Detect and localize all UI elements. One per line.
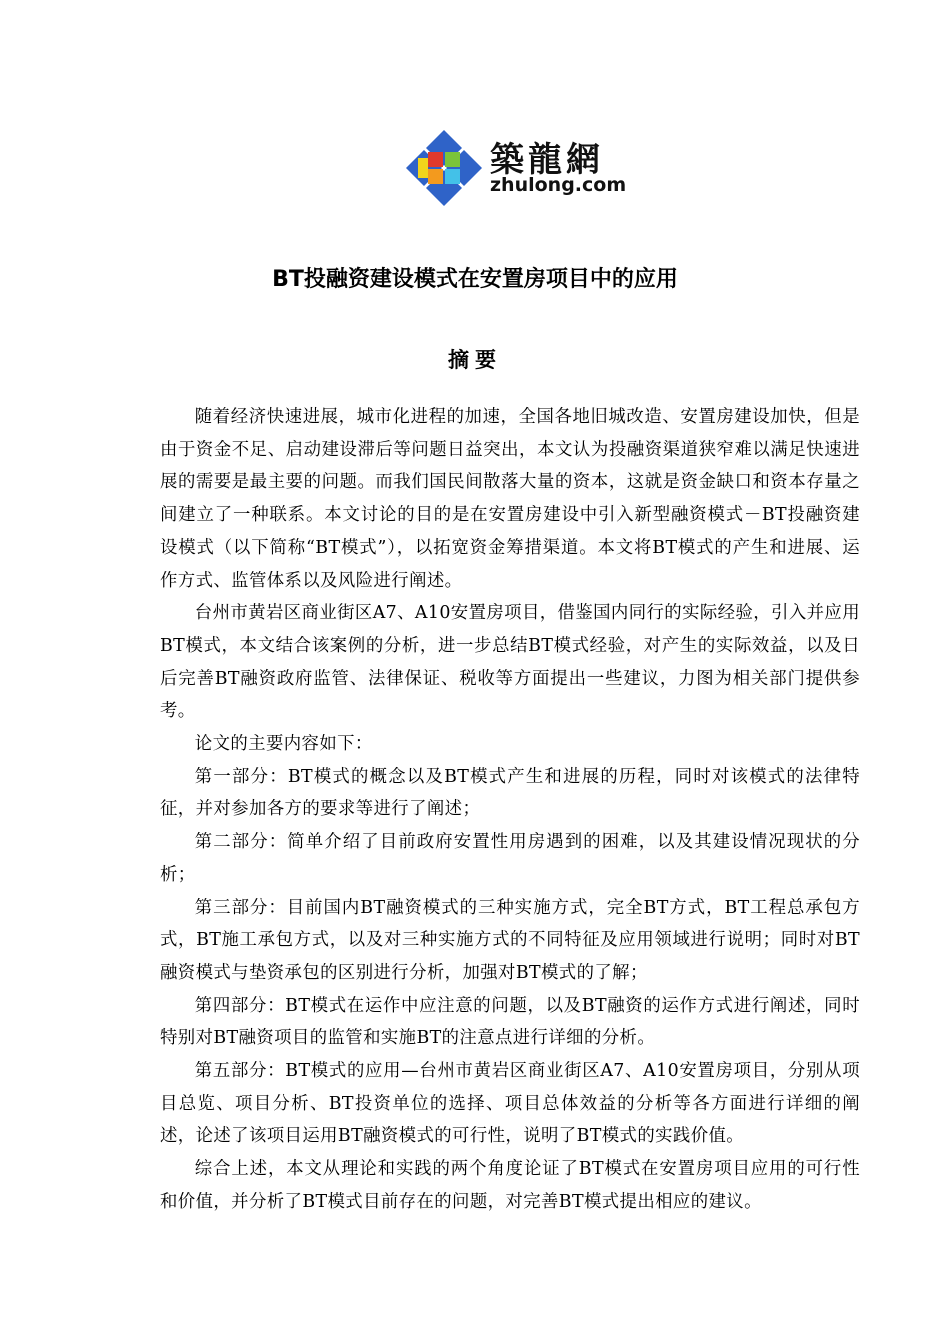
paragraph-8: 第五部分：BT模式的应用—台州市黄岩区商业街区A7、A10安置房项目，分别从项目总览、项目分析、BT投资单位的选择、项目总体效益的分析等各方面进行详细的阐述，论述了该项目运用BT融资模式的可行性，说明了BT模式的实践价值。 [160, 1061, 860, 1147]
abstract-body [160, 401, 860, 1219]
document-title: BT投融资建设模式在安置房项目中的应用 [272, 267, 678, 292]
paragraph-9: 综合上述，本文从理论和实践的两个角度论证了BT模式在安置房项目应用的可行性和价值，并分析了BT模式目前存在的问题，对完善BT模式提出相应的建议。 [160, 1159, 860, 1212]
paragraph-3: 论文的主要内容如下： [194, 734, 373, 755]
paragraph-1: 随着经济快速进展，城市化进程的加速，全国各地旧城改造、安置房建设加快，但是由于资金不足、启动建设滞后等问题日益突出，本文认为投融资渠道狭窄难以满足快速进展的需要是最主要的问题。而我们国民间散落大量的资本，这就是资金缺口和资本存量之间建立了一种联系。本文讨论的目的是在安置房建设中引入新型融资模式－BT投融资建设模式（以下简称“BT模式”），以拓宽资金筹措渠道。本文将BT模式的产生和进展、运作方式、监管体系以及风险进行阐述。 [160, 407, 860, 591]
paragraph-7: 第四部分：BT模式在运作中应注意的问题，以及BT融资的运作方式进行阐述，同时特别对BT融资项目的监管和实施BT的注意点进行详细的分析。 [160, 995, 860, 1049]
paragraph-6: 第三部分：目前国内BT融资模式的三种实施方式，完全BT方式，BT工程总承包方式，BT施工承包方式，以及对三种实施方式的不同特征及应用领域进行说明；同时对BT融资模式与垫资承包的区别进行分析，加强对BT模式的了解； [160, 897, 860, 983]
paragraph-2: 台州市黄岩区商业街区A7、A10安置房项目，借鉴国内同行的实际经验，引入并应用BT模式，本文结合该案例的分析，进一步总结BT模式经验，对产生的实际效益，以及日后完善BT融资政府监管、法律保证、税收等方面提出一些建议，力图为相关部门提供参考。 [160, 603, 860, 722]
logo-brand-english: zhulong.com [490, 174, 627, 196]
paragraph-5: 第二部分：简单介绍了目前政府安置性用房遇到的困难，以及其建设情况现状的分析； [160, 832, 860, 885]
abstract-heading: 摘要 [448, 348, 502, 372]
paragraph-4: 第一部分：BT模式的概念以及BT模式产生和进展的历程，同时对该模式的法律特征，并对参加各方的要求等进行了阐述； [160, 766, 860, 820]
logo-brand-chinese: 築龍網 [490, 140, 604, 180]
zhulong-logo [404, 128, 627, 208]
zhulong-logo-mark-icon [404, 128, 484, 208]
